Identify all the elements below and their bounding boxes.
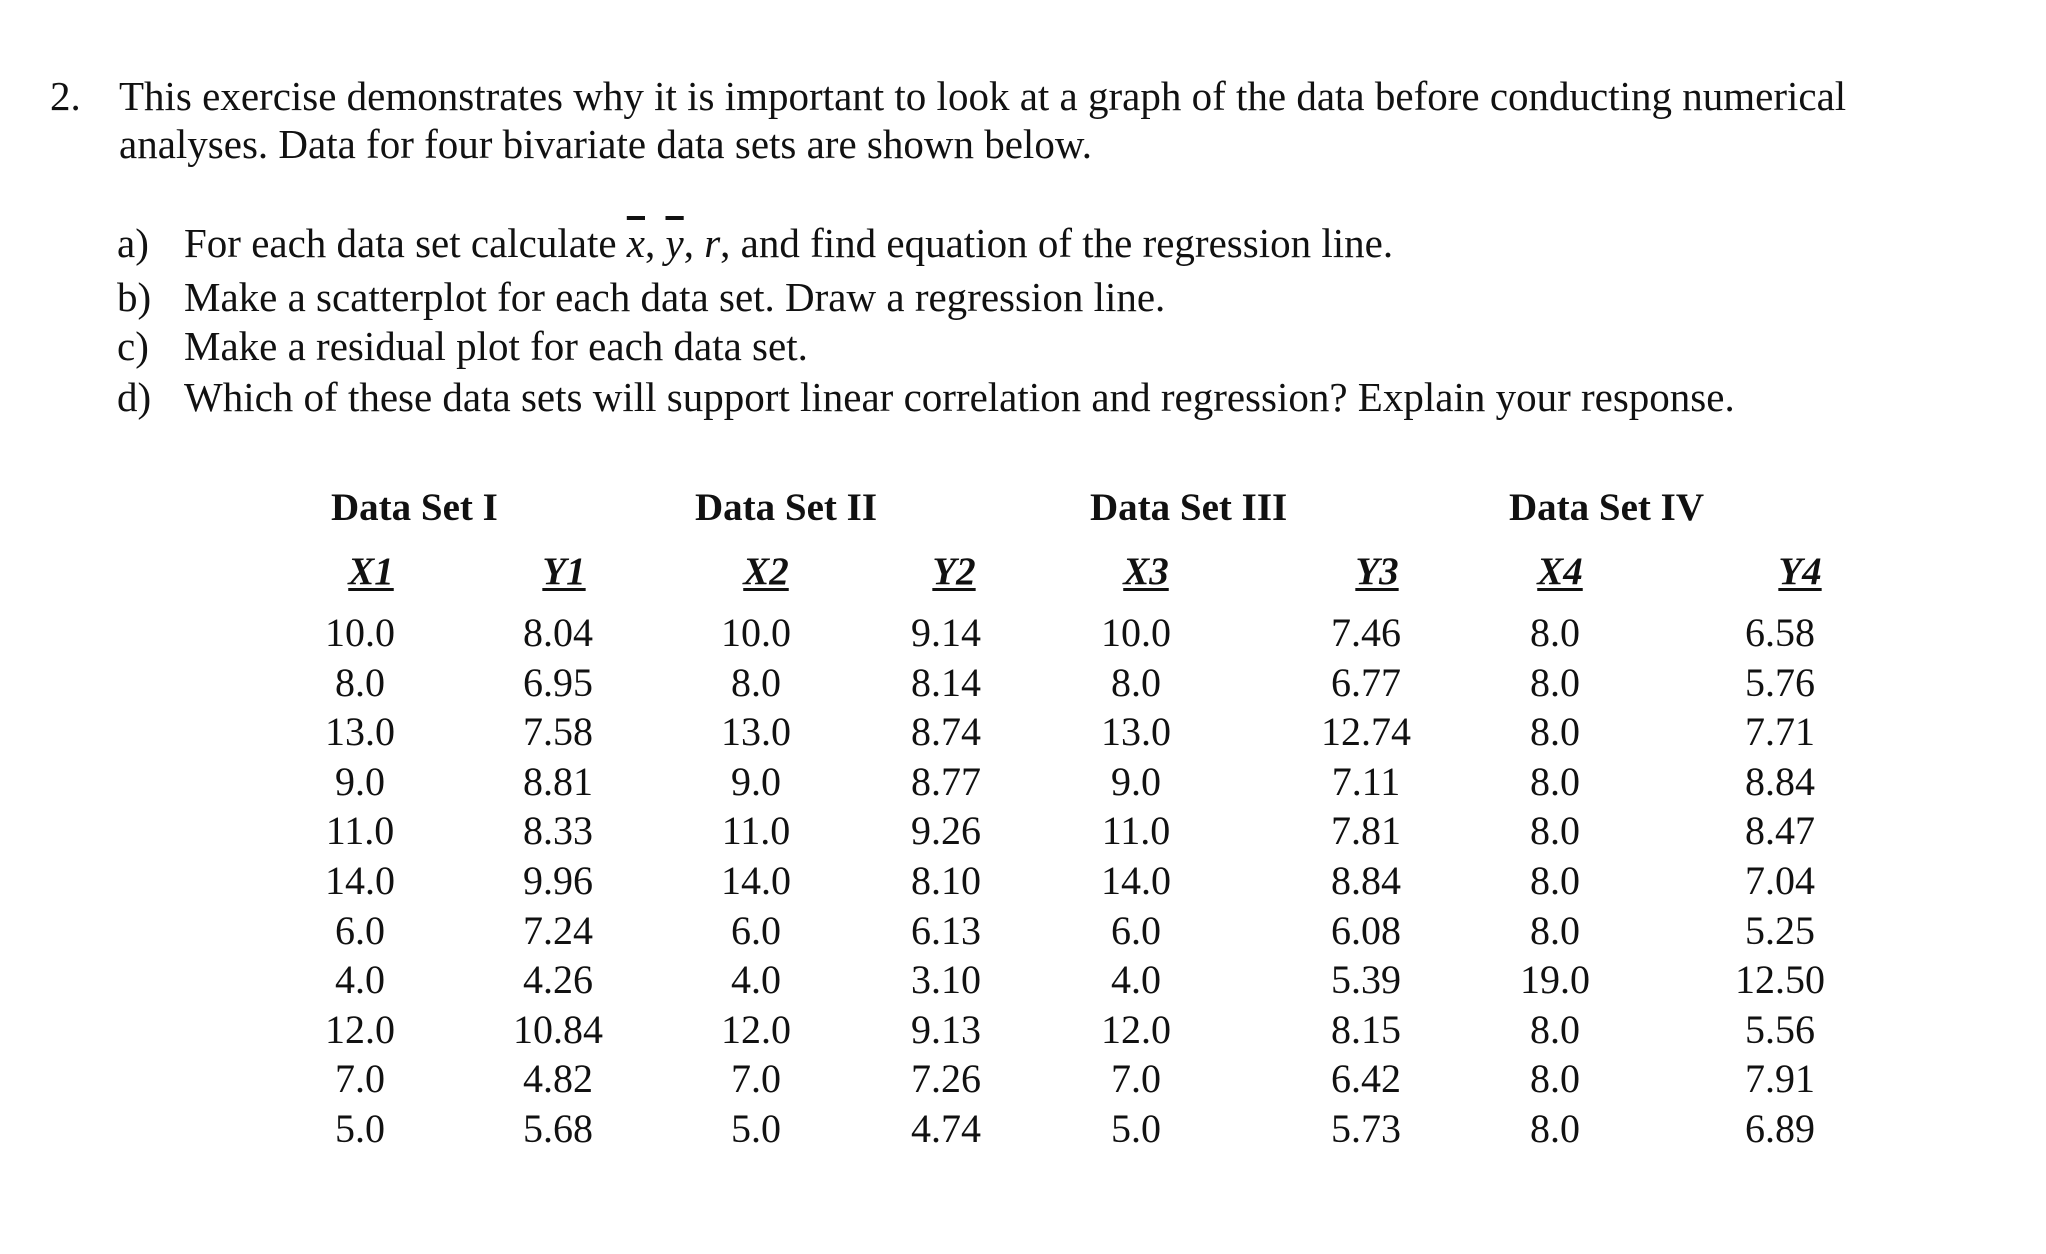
table-cell-y1-row-7: 7.24: [523, 907, 593, 953]
table-cell-y2-row-9: 9.13: [911, 1006, 981, 1052]
table-cell-x3-row-4: 9.0: [1111, 758, 1161, 804]
column-header-y2: Y2: [932, 550, 976, 593]
table-cell-x1-row-3: 13.0: [325, 709, 395, 755]
table-cell-x4-row-4: 8.0: [1530, 758, 1580, 804]
table-cell-y2-row-7: 6.13: [911, 907, 981, 953]
table-cell-y2-row-6: 8.10: [911, 857, 981, 903]
table-cell-x2-row-3: 13.0: [721, 709, 791, 755]
column-header-x1: X1: [348, 550, 394, 593]
table-cell-x3-row-8: 4.0: [1111, 957, 1161, 1003]
table-cell-y4-row-2: 5.76: [1745, 659, 1815, 705]
table-cell-x4-row-9: 8.0: [1530, 1006, 1580, 1052]
part-a-post: and find equation of the regression line.: [740, 220, 1394, 266]
table-cell-y3-row-2: 6.77: [1331, 659, 1401, 705]
column-y1-values: [493, 608, 623, 1154]
table-cell-y1-row-5: 8.33: [523, 808, 593, 854]
problem-intro-line-1: This exercise demonstrates why it is important to look at a graph of the data before conducting numerical: [119, 73, 1847, 119]
table-cell-x4-row-7: 8.0: [1530, 907, 1580, 953]
table-cell-x1-row-1: 10.0: [325, 610, 395, 655]
table-cell-x2-row-1: 10.0: [721, 610, 791, 655]
table-cell-x2-row-10: 7.0: [731, 1056, 781, 1102]
table-cell-y3-row-6: 8.84: [1331, 857, 1401, 903]
table-cell-x2-row-9: 12.0: [721, 1006, 791, 1052]
table-cell-y3-row-11: 5.73: [1331, 1105, 1401, 1151]
table-cell-x3-row-2: 8.0: [1111, 659, 1161, 705]
table-cell-y4-row-10: 7.91: [1745, 1056, 1815, 1102]
column-y3-values: [1301, 608, 1431, 1154]
table-cell-y2-row-2: 8.14: [911, 659, 981, 705]
table-cell-y4-row-1: 6.58: [1745, 610, 1815, 655]
table-cell-y1-row-4: 8.81: [523, 758, 593, 804]
table-cell-y1-row-6: 9.96: [523, 857, 593, 903]
table-cell-x1-row-8: 4.0: [335, 957, 385, 1003]
part-a-label: a): [117, 220, 149, 266]
table-cell-x4-row-8: 19.0: [1520, 957, 1590, 1003]
table-cell-y3-row-1: 7.46: [1331, 610, 1401, 655]
table-cell-y3-row-8: 5.39: [1331, 957, 1401, 1003]
table-cell-y4-row-9: 5.56: [1745, 1006, 1815, 1052]
table-cell-y1-row-3: 7.58: [523, 709, 593, 755]
table-cell-x2-row-11: 5.0: [731, 1105, 781, 1151]
y-bar-symbol: $\overline{y}$: [665, 220, 684, 266]
part-c-text: Make a residual plot for each data set.: [184, 323, 808, 369]
column-x4-values: [1490, 608, 1620, 1154]
table-cell-y3-row-3: 12.74: [1321, 709, 1411, 755]
table-cell-x2-row-5: 11.0: [721, 808, 791, 854]
column-x2-values: [691, 608, 821, 1154]
table-cell-y3-row-7: 6.08: [1331, 907, 1401, 953]
table-cell-x2-row-7: 6.0: [731, 907, 781, 953]
column-y4-values: [1715, 608, 1845, 1154]
column-x1-values: [295, 608, 425, 1154]
table-cell-x3-row-6: 14.0: [1101, 857, 1171, 903]
table-cell-x1-row-5: 11.0: [325, 808, 395, 854]
column-x3-values: [1071, 608, 1201, 1154]
table-cell-y1-row-10: 4.82: [523, 1056, 593, 1102]
part-a-pre: For each data set calculate: [184, 220, 617, 266]
data-set-3-title: Data Set III: [1090, 486, 1288, 529]
table-cell-y2-row-5: 9.26: [911, 808, 981, 854]
table-cell-y1-row-8: 4.26: [523, 957, 593, 1003]
column-header-y1: Y1: [542, 550, 586, 593]
table-cell-y4-row-8: 12.50: [1735, 957, 1825, 1003]
table-cell-x4-row-10: 8.0: [1530, 1056, 1580, 1102]
table-cell-x2-row-8: 4.0: [731, 957, 781, 1003]
table-cell-y1-row-9: 10.84: [513, 1006, 603, 1052]
part-b-label: b): [117, 274, 152, 320]
problem-intro-line-2: analyses. Data for four bivariate data sets are shown below.: [119, 121, 1093, 167]
table-cell-x3-row-9: 12.0: [1101, 1006, 1171, 1052]
table-cell-x4-row-1: 8.0: [1530, 610, 1580, 655]
data-set-1-title: Data Set I: [331, 486, 498, 529]
column-header-y4: Y4: [1778, 550, 1822, 593]
column-header-x4: X4: [1537, 550, 1583, 593]
table-cell-x3-row-5: 11.0: [1101, 808, 1171, 854]
table-cell-y1-row-2: 6.95: [523, 659, 593, 705]
table-cell-x2-row-2: 8.0: [731, 659, 781, 705]
part-a-text: For each data set calculate $\overline{x}$, $\overline{y}$, r, and find equation of the regression line.: [184, 220, 1394, 266]
part-d-label: d): [117, 374, 152, 420]
r-symbol: r: [704, 220, 721, 266]
x-bar-symbol: $\overline{x}$: [626, 220, 645, 266]
problem-number: 2.: [50, 73, 81, 119]
table-cell-y3-row-9: 8.15: [1331, 1006, 1401, 1052]
table-cell-x1-row-4: 9.0: [335, 758, 385, 804]
part-d-text: Which of these data sets will support linear correlation and regression? Explain your response.: [184, 374, 1735, 420]
data-set-2-title: Data Set II: [695, 486, 877, 529]
table-cell-y3-row-10: 6.42: [1331, 1056, 1401, 1102]
table-cell-x3-row-1: 10.0: [1101, 610, 1171, 655]
table-cell-x4-row-2: 8.0: [1530, 659, 1580, 705]
part-b-text: Make a scatterplot for each data set. Draw a regression line.: [184, 274, 1166, 320]
table-cell-y3-row-4: 7.11: [1331, 758, 1401, 804]
table-cell-y1-row-11: 5.68: [523, 1105, 593, 1151]
part-c-label: c): [117, 323, 149, 369]
table-cell-y4-row-5: 8.47: [1745, 808, 1815, 854]
table-cell-y2-row-11: 4.74: [911, 1105, 981, 1151]
table-cell-x3-row-7: 6.0: [1111, 907, 1161, 953]
table-cell-x3-row-10: 7.0: [1111, 1056, 1161, 1102]
table-cell-y2-row-10: 7.26: [911, 1056, 981, 1102]
table-cell-x4-row-11: 8.0: [1530, 1105, 1580, 1151]
table-cell-x1-row-10: 7.0: [335, 1056, 385, 1102]
table-cell-x4-row-6: 8.0: [1530, 857, 1580, 903]
table-cell-x1-row-6: 14.0: [325, 857, 395, 903]
table-cell-x4-row-3: 8.0: [1530, 709, 1580, 755]
table-cell-x3-row-11: 5.0: [1111, 1105, 1161, 1151]
table-cell-y3-row-5: 7.81: [1331, 808, 1401, 854]
table-cell-y4-row-6: 7.04: [1745, 857, 1815, 903]
column-y2-values: [881, 608, 1011, 1154]
table-cell-y2-row-4: 8.77: [911, 758, 981, 804]
table-cell-x1-row-2: 8.0: [335, 659, 385, 705]
table-cell-y4-row-4: 8.84: [1745, 758, 1815, 804]
table-cell-y2-row-1: 9.14: [911, 610, 981, 655]
table-cell-x1-row-9: 12.0: [325, 1006, 395, 1052]
table-cell-x1-row-11: 5.0: [335, 1105, 385, 1151]
table-cell-y4-row-7: 5.25: [1745, 907, 1815, 953]
table-cell-x2-row-4: 9.0: [731, 758, 781, 804]
column-header-x3: X3: [1123, 550, 1169, 593]
table-cell-y4-row-3: 7.71: [1745, 709, 1815, 755]
table-cell-y2-row-8: 3.10: [911, 957, 981, 1003]
table-cell-y4-row-11: 6.89: [1745, 1105, 1815, 1151]
table-cell-x3-row-3: 13.0: [1101, 709, 1171, 755]
table-cell-x1-row-7: 6.0: [335, 907, 385, 953]
table-cell-x4-row-5: 8.0: [1530, 808, 1580, 854]
column-header-y3: Y3: [1355, 550, 1399, 593]
table-cell-y1-row-1: 8.04: [523, 610, 593, 655]
column-header-x2: X2: [743, 550, 789, 593]
table-cell-y2-row-3: 8.74: [911, 709, 981, 755]
table-cell-x2-row-6: 14.0: [721, 857, 791, 903]
data-set-4-title: Data Set IV: [1509, 486, 1704, 529]
